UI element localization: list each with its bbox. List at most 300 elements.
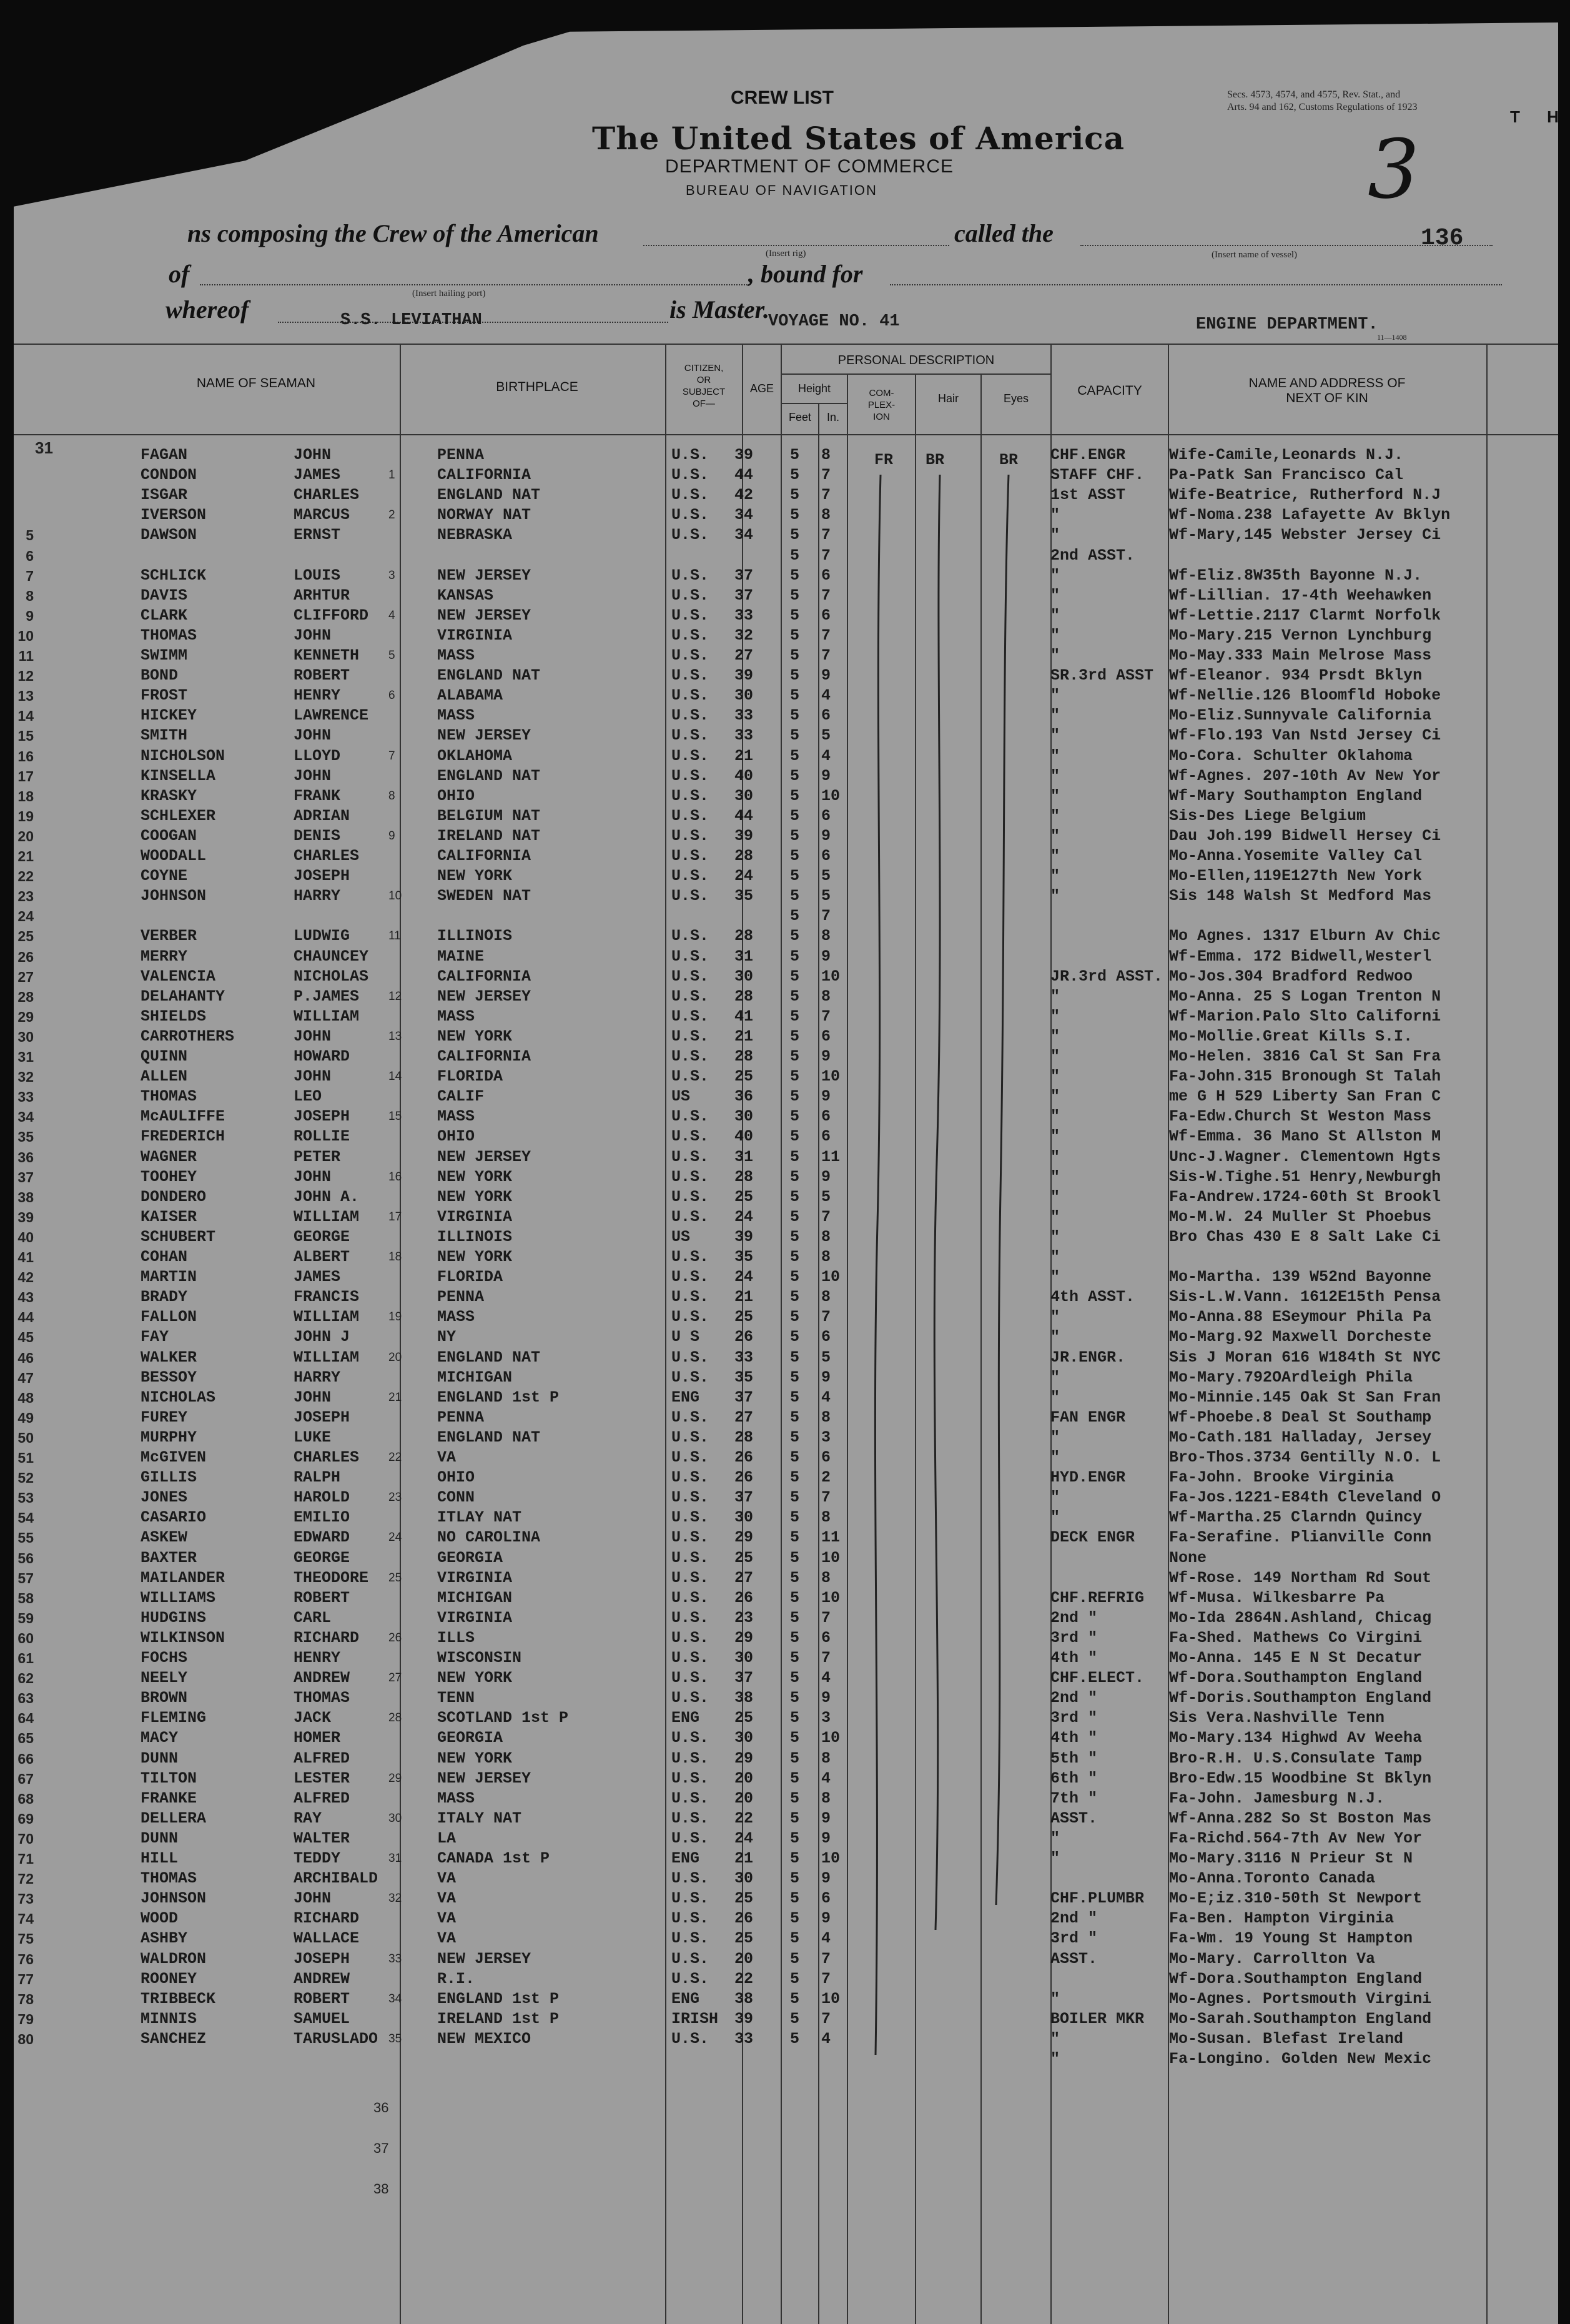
row-number: 26 (17, 949, 34, 965)
height-feet: 5 (790, 767, 800, 785)
next-of-kin: Wife-Beatrice, Rutherford N.J (1169, 486, 1441, 504)
table-row (0, 1849, 1558, 1869)
next-of-kin: Wf-Eliz.8W35th Bayonne N.J. (1169, 566, 1423, 585)
header-next-of-kin (1171, 376, 1483, 406)
given-name: RICHARD (294, 1909, 360, 1927)
height-inches: 7 (821, 526, 831, 544)
table-row (0, 1408, 1558, 1428)
height-feet: 5 (790, 526, 800, 544)
height-inches: 6 (821, 1328, 831, 1346)
height-feet: 5 (790, 1208, 800, 1226)
height-feet: 5 (790, 1368, 800, 1387)
birthplace: NEW JERSEY (437, 1950, 531, 1968)
given-name: JOHN (294, 1067, 332, 1085)
row-number: 13 (17, 688, 34, 704)
height-inches: 5 (821, 867, 831, 885)
height-inches: 6 (821, 847, 831, 865)
capacity: CHF.REFRIG (1050, 1589, 1145, 1607)
citizenship: U.S. (671, 1428, 709, 1446)
surname: FAY (141, 1328, 169, 1346)
age: 25 (734, 1889, 754, 1907)
age: 38 (734, 1990, 754, 2008)
citizenship: U.S. (671, 1348, 709, 1367)
capacity: " (1050, 1328, 1060, 1346)
next-of-kin: Mo-Mary.134 Highwd Av Weeha (1169, 1729, 1423, 1747)
next-of-kin: Bro-Thos.3734 Gentilly N.O. L (1169, 1448, 1441, 1466)
height-feet: 5 (790, 1248, 800, 1266)
age: 26 (734, 1448, 754, 1466)
next-of-kin: Sis-W.Tighe.51 Henry,Newburgh (1169, 1168, 1441, 1186)
height-inches: 10 (821, 967, 841, 986)
given-name: ARCHIBALD (294, 1869, 378, 1887)
surname: SHIELDS (141, 1007, 207, 1026)
height-inches: 6 (821, 706, 831, 724)
citizenship: U.S. (671, 1248, 709, 1266)
height-feet: 5 (790, 1749, 800, 1768)
surname: BAXTER (141, 1549, 197, 1567)
given-name: JACK (294, 1709, 332, 1727)
age: 27 (734, 646, 754, 665)
row-number: 46 (17, 1350, 34, 1366)
age: 39 (734, 1228, 754, 1246)
row-number: 41 (17, 1249, 34, 1265)
capacity: " (1050, 1268, 1060, 1286)
surname: DELLERA (141, 1809, 207, 1827)
given-name: JOHN (294, 767, 332, 785)
citizenship: U.S. (671, 1609, 709, 1627)
table-row (0, 1989, 1558, 2009)
citizenship: U.S. (671, 1268, 709, 1286)
row-number: 32 (17, 1069, 34, 1085)
height-inches: 5 (821, 726, 831, 744)
row-number: 7 (26, 568, 34, 584)
next-of-kin: Mo-Agnes. Portsmouth Virgini (1169, 1990, 1432, 2008)
citizenship: U.S. (671, 847, 709, 865)
age: 35 (734, 1368, 754, 1387)
age: 24 (734, 867, 754, 885)
header-complexion (848, 387, 915, 423)
citizenship: ENG (671, 1709, 700, 1727)
capacity: STAFF CHF. (1050, 466, 1145, 484)
given-name: HARRY (294, 887, 341, 905)
citizenship: U.S. (671, 1549, 709, 1567)
citizenship: U.S. (671, 1047, 709, 1066)
age: 28 (734, 847, 754, 865)
surname: DUNN (141, 1829, 179, 1847)
header-age: AGE (749, 382, 774, 395)
height-inches: 9 (821, 827, 831, 845)
capacity: " (1050, 1248, 1060, 1266)
height-inches: 3 (821, 1709, 831, 1727)
surname: DAVIS (141, 586, 188, 605)
given-name: LAWRENCE (294, 706, 369, 724)
table-row (0, 1869, 1558, 1889)
form-code: 11—1408 (1377, 333, 1407, 342)
given-name: JOHN (294, 1027, 332, 1046)
age: 40 (734, 767, 754, 785)
height-inches: 11 (821, 1148, 841, 1166)
age: 33 (734, 1348, 754, 1367)
given-name: EDWARD (294, 1528, 350, 1546)
table-row (0, 1388, 1558, 1408)
header-birthplace: BIRTHPLACE (496, 380, 578, 394)
next-of-kin: Fa-Serafine. Plianville Conn (1169, 1528, 1432, 1546)
capacity: " (1050, 1368, 1060, 1387)
row-number: 43 (17, 1289, 34, 1305)
given-name: RICHARD (294, 1629, 360, 1647)
table-row (0, 967, 1558, 987)
birthplace: MASS (437, 1789, 475, 1807)
birthplace: ENGLAND 1st P (437, 1388, 560, 1407)
given-name: CLIFFORD (294, 606, 369, 625)
capacity: " (1050, 1228, 1060, 1246)
row-number: 72 (17, 1871, 34, 1887)
row-number: 59 (17, 1610, 34, 1626)
given-name: WILLIAM (294, 1308, 360, 1326)
capacity: CHF.ELECT. (1050, 1669, 1145, 1687)
birthplace: VIRGINIA (437, 626, 513, 645)
citizenship: US (671, 1228, 691, 1246)
surname: BROWN (141, 1689, 188, 1707)
header-citizen-line: OR (696, 375, 711, 385)
next-of-kin: Mo-Anna.88 ESeymour Phila Pa (1169, 1308, 1432, 1326)
birthplace: PENNA (437, 1408, 485, 1427)
age: 26 (734, 1909, 754, 1927)
count-number: 3 (388, 569, 395, 582)
table-row (0, 1909, 1558, 1929)
table-row (0, 1949, 1558, 1969)
height-inches: 4 (821, 2030, 831, 2048)
capacity: " (1050, 1208, 1060, 1226)
birthplace: MASS (437, 1007, 475, 1026)
count-number: 1 (388, 468, 395, 482)
surname: BESSOY (141, 1368, 197, 1387)
height-inches: 5 (821, 1348, 831, 1367)
header-inches: In. (826, 411, 839, 423)
capacity: CHF.PLUMBR (1050, 1889, 1145, 1907)
table-row (0, 1749, 1558, 1769)
birthplace: SCOTLAND 1st P (437, 1709, 569, 1727)
statute-line: Arts. 94 and 162, Customs Regulations of 1923 (1227, 102, 1418, 112)
empty-line-number: 38 (373, 2181, 389, 2197)
age: 39 (734, 666, 754, 685)
next-of-kin: Fa-John. Brooke Virginia (1169, 1468, 1395, 1486)
surname: ROONEY (141, 1970, 197, 1988)
citizenship: ENG (671, 1388, 700, 1407)
height-feet: 5 (790, 1829, 800, 1847)
capacity: " (1050, 1308, 1060, 1326)
age: 28 (734, 1428, 754, 1446)
birthplace: VA (437, 1889, 457, 1907)
surname: SCHLEXER (141, 807, 216, 825)
next-of-kin: Unc-J.Wagner. Clementown Hgts (1169, 1148, 1441, 1166)
surname: WILLIAMS (141, 1589, 216, 1607)
row-number: 5 (26, 527, 34, 543)
capacity: " (1050, 1508, 1060, 1526)
port-dotted-line (200, 284, 749, 285)
table-row (0, 1789, 1558, 1809)
age: 30 (734, 1729, 754, 1747)
table-row (0, 1167, 1558, 1187)
given-name: ERNST (294, 526, 341, 544)
row-number: 55 (17, 1530, 34, 1546)
table-row (0, 1668, 1558, 1688)
table-header-rule (14, 434, 1558, 435)
row-number: 69 (17, 1811, 34, 1827)
citizenship: U.S. (671, 566, 709, 585)
count-number: 29 (388, 1772, 402, 1785)
height-rule (781, 403, 847, 404)
capacity: HYD.ENGR (1050, 1468, 1126, 1486)
age: 20 (734, 1769, 754, 1788)
capacity: JR.ENGR. (1050, 1348, 1126, 1367)
birthplace: OHIO (437, 1127, 475, 1145)
given-name: ANDREW (294, 1970, 350, 1988)
count-number: 12 (388, 990, 402, 1003)
height-inches: 6 (821, 606, 831, 625)
surname: CASARIO (141, 1508, 207, 1526)
height-feet: 5 (790, 1488, 800, 1506)
row-number: 57 (17, 1570, 34, 1586)
surname: DAWSON (141, 526, 197, 544)
height-feet: 5 (790, 726, 800, 744)
height-inches: 4 (821, 747, 831, 765)
capacity: CHF.ENGR (1050, 446, 1126, 464)
row-number: 8 (26, 588, 34, 604)
table-row (0, 726, 1558, 746)
table-row (0, 505, 1558, 525)
height-feet: 5 (790, 1950, 800, 1968)
height-feet: 5 (790, 1468, 800, 1486)
given-name: GEORGE (294, 1549, 350, 1567)
table-row (0, 1307, 1558, 1327)
height-feet: 5 (790, 1889, 800, 1907)
birthplace: ENGLAND NAT (437, 1428, 541, 1446)
row-number: 80 (17, 2031, 34, 2047)
capacity: " (1050, 987, 1060, 1006)
next-of-kin: Bro-R.H. U.S.Consulate Tamp (1169, 1749, 1423, 1768)
age: 37 (734, 1488, 754, 1506)
table-row (0, 1187, 1558, 1207)
surname: THOMAS (141, 1869, 197, 1887)
birthplace: TENN (437, 1689, 475, 1707)
birthplace: R.I. (437, 1970, 475, 1988)
surname: GILLIS (141, 1468, 197, 1486)
surname: FALLON (141, 1308, 197, 1326)
height-feet: 5 (790, 1869, 800, 1887)
age: 30 (734, 1107, 754, 1125)
table-row (0, 987, 1558, 1007)
height-feet: 5 (790, 1087, 800, 1105)
given-name: ADRIAN (294, 807, 350, 825)
height-feet: 5 (790, 486, 800, 504)
citizenship: U.S. (671, 1448, 709, 1466)
row-number: 34 (17, 1109, 34, 1125)
table-row (0, 786, 1558, 806)
table-row (0, 1769, 1558, 1789)
capacity: " (1050, 1087, 1060, 1105)
given-name: LOUIS (294, 566, 341, 585)
surname: NICHOLSON (141, 747, 225, 765)
height-feet: 5 (790, 546, 800, 565)
birthplace: NEW JERSEY (437, 606, 531, 625)
height-feet: 5 (790, 1027, 800, 1046)
row-number: 74 (17, 1911, 34, 1927)
citizenship: U.S. (671, 1188, 709, 1206)
surname: FLEMING (141, 1709, 207, 1727)
citizenship: U.S. (671, 747, 709, 765)
height-inches: 8 (821, 1408, 831, 1427)
next-of-kin: Mo-M.W. 24 Muller St Phoebus (1169, 1208, 1432, 1226)
height-feet: 5 (790, 1709, 800, 1727)
height-inches: 2 (821, 1468, 831, 1486)
next-of-kin: Fa-Jos.1221-E84th Cleveland O (1169, 1488, 1441, 1506)
next-of-kin: Wf-Nellie.126 Bloomfld Hoboke (1169, 686, 1441, 705)
capacity: " (1050, 807, 1060, 825)
count-number: 21 (388, 1391, 402, 1404)
given-name: JAMES (294, 466, 341, 484)
citizenship: U.S. (671, 1669, 709, 1687)
row-number: 37 (17, 1169, 34, 1185)
citizenship: U.S. (671, 1468, 709, 1486)
height-feet: 5 (790, 1789, 800, 1807)
table-row (0, 1067, 1558, 1087)
next-of-kin: Mo Agnes. 1317 Elburn Av Chic (1169, 927, 1441, 945)
surname: KRASKY (141, 787, 197, 805)
birthplace: ILLS (437, 1629, 475, 1647)
surname: JOHNSON (141, 887, 207, 905)
age: 31 (734, 947, 754, 966)
height-feet: 5 (790, 466, 800, 484)
citizenship: U.S. (671, 807, 709, 825)
birthplace: VA (437, 1929, 457, 1947)
surname: HICKEY (141, 706, 197, 724)
surname: DUNN (141, 1749, 179, 1768)
citizenship: U.S. (671, 1308, 709, 1326)
age: 39 (734, 446, 754, 464)
birthplace: SWEDEN NAT (437, 887, 531, 905)
birthplace: IRELAND 1st P (437, 2010, 560, 2028)
table-row (0, 1468, 1558, 1488)
citizenship: U.S. (671, 1950, 709, 1968)
header-height: Height (797, 382, 831, 395)
table-row (0, 1708, 1558, 1728)
bound-for-label: , bound for (748, 260, 863, 288)
height-feet: 5 (790, 606, 800, 625)
next-of-kin: Sis J Moran 616 W184th St NYC (1169, 1348, 1441, 1367)
is-master-label: is Master. (669, 295, 770, 324)
row-number: 62 (17, 1670, 34, 1686)
height-feet: 5 (790, 1669, 800, 1687)
age: 38 (734, 1689, 754, 1707)
handwritten-page-number: 3 (1368, 122, 1419, 217)
table-row (0, 826, 1558, 846)
row-number: 45 (17, 1329, 34, 1345)
next-of-kin: Fa-John.315 Bronough St Talah (1169, 1067, 1441, 1085)
department-label: ENGINE DEPARTMENT. (1196, 315, 1378, 334)
capacity: " (1050, 767, 1060, 785)
citizenship: U.S. (671, 626, 709, 645)
citizenship: U.S. (671, 606, 709, 625)
header-name-of-seaman: NAME OF SEAMAN (196, 376, 316, 390)
table-row (0, 1809, 1558, 1829)
row-number: 47 (17, 1370, 34, 1386)
age: 33 (734, 606, 754, 625)
hair-value: BR (926, 451, 945, 469)
header-citizen-line: SUBJECT (682, 387, 726, 397)
next-of-kin: Mo-Anna. 145 E N St Decatur (1169, 1649, 1423, 1667)
age: 31 (734, 1148, 754, 1166)
surname: CARROTHERS (141, 1027, 235, 1046)
table-row (0, 2009, 1558, 2029)
surname: CLARK (141, 606, 188, 625)
height-feet: 5 (790, 1127, 800, 1145)
row-number: 28 (17, 989, 34, 1005)
given-name: FRANK (294, 787, 341, 805)
birthplace: MASS (437, 646, 475, 665)
birthplace: NEW JERSEY (437, 566, 531, 585)
table-row (0, 445, 1558, 465)
table-row (0, 1628, 1558, 1648)
birthplace: BELGIUM NAT (437, 807, 541, 825)
height-inches: 4 (821, 1929, 831, 1947)
given-name: NICHOLAS (294, 967, 369, 986)
given-name: JOHN (294, 1388, 332, 1407)
citizenship: U.S. (671, 1168, 709, 1186)
capacity: " (1050, 1488, 1060, 1506)
height-inches: 7 (821, 1488, 831, 1506)
height-inches: 5 (821, 887, 831, 905)
age: 30 (734, 967, 754, 986)
table-row (0, 646, 1558, 666)
next-of-kin: Mo-May.333 Main Melrose Mass (1169, 646, 1432, 665)
citizenship: U.S. (671, 787, 709, 805)
birthplace: MASS (437, 706, 475, 724)
birthplace: NEW YORK (437, 1248, 513, 1266)
age: 30 (734, 686, 754, 705)
count-number: 33 (388, 1952, 402, 1966)
birthplace: GEORGIA (437, 1729, 503, 1747)
citizenship: U.S. (671, 1148, 709, 1166)
table-row (0, 1528, 1558, 1548)
citizenship: U.S. (671, 686, 709, 705)
next-of-kin: Mo-Sarah.Southampton England (1169, 2010, 1432, 2028)
given-name: FRANCIS (294, 1288, 360, 1306)
citizenship: U.S. (671, 927, 709, 945)
count-number: 17 (388, 1210, 402, 1224)
next-of-kin: Mo-Cora. Schulter Oklahoma (1169, 747, 1413, 765)
age: 37 (734, 566, 754, 585)
height-inches: 9 (821, 666, 831, 685)
whereof-label: whereof (165, 295, 249, 324)
table-row (0, 1568, 1558, 1588)
height-inches: 6 (821, 1107, 831, 1125)
count-number: 27 (388, 1671, 402, 1684)
table-row (0, 1368, 1558, 1388)
row-number: 65 (17, 1730, 34, 1746)
citizenship: ENG (671, 1990, 700, 2008)
surname: FAGAN (141, 446, 188, 464)
table-row (0, 846, 1558, 866)
next-of-kin: Pa-Patk San Francisco Cal (1169, 466, 1404, 484)
height-feet: 5 (790, 666, 800, 685)
height-inches: 7 (821, 1649, 831, 1667)
destination-dotted-line (890, 284, 1502, 285)
row-number: 73 (17, 1891, 34, 1907)
row-number: 42 (17, 1269, 34, 1285)
row-number: 38 (17, 1189, 34, 1205)
given-name: GEORGE (294, 1228, 350, 1246)
